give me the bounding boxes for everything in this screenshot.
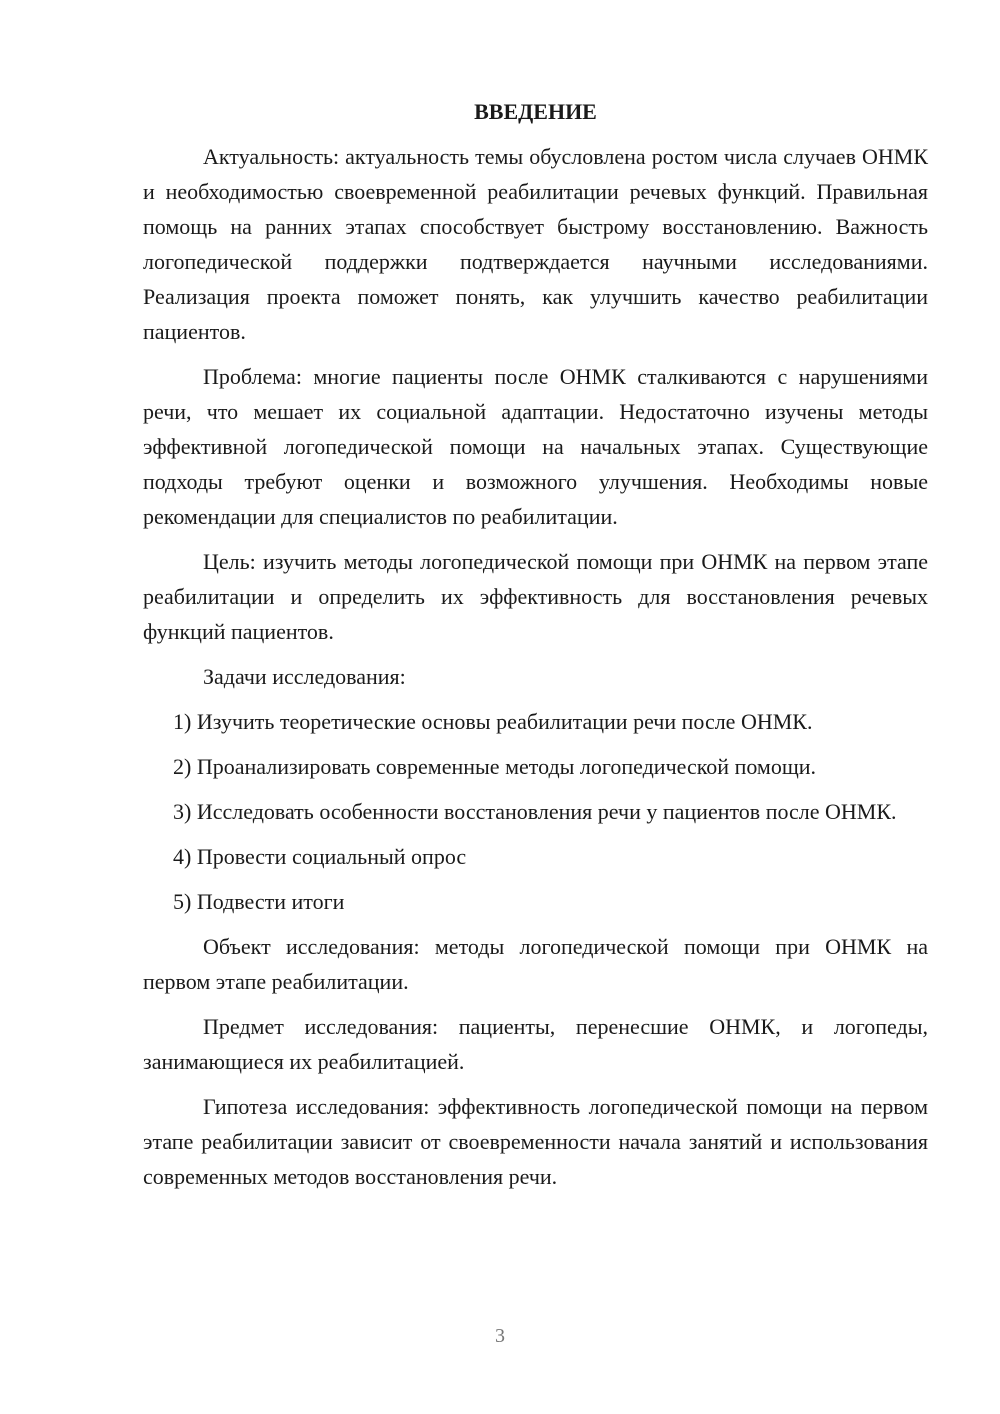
- paragraph-subject: Предмет исследования: пациенты, перенесшие ОНМК, и логопеды, занимающиеся их реабилитацией.: [143, 1014, 928, 1074]
- task-item-4: 4) Провести социальный опрос: [173, 844, 467, 869]
- paragraph-object: Объект исследования: методы логопедической помощи при ОНМК на первом этапе реабилитации.: [143, 934, 928, 994]
- task-item-1: 1) Изучить теоретические основы реабилитации речи после ОНМК.: [173, 709, 813, 734]
- document-page: [143, 94, 928, 1204]
- paragraph-problem: Проблема: многие пациенты после ОНМК сталкиваются с нарушениями речи, что мешает их социальной адаптации. Недостаточно изучены методы эффективной логопедической помощи на начальных этапах. Существующие подходы требуют оценки и возможного улучшения. Необходимы новые рекомендации для специалистов по реабилитации.: [143, 364, 928, 529]
- task-item-5: 5) Подвести итоги: [173, 889, 345, 914]
- page-title: ВВЕДЕНИЕ: [474, 99, 597, 124]
- paragraph-goal: Цель: изучить методы логопедической помощи при ОНМК на первом этапе реабилитации и определить их эффективность для восстановления речевых функций пациентов.: [143, 549, 928, 644]
- task-item-3: 3) Исследовать особенности восстановления речи у пациентов после ОНМК.: [173, 799, 897, 824]
- task-item-2: 2) Проанализировать современные методы логопедической помощи.: [173, 754, 817, 779]
- page-number: 3: [495, 1325, 505, 1347]
- paragraph-hypothesis: Гипотеза исследования: эффективность логопедической помощи на первом этапе реабилитации зависит от своевременности начала занятий и использования современных методов восстановления речи.: [143, 1094, 928, 1189]
- tasks-heading: Задачи исследования:: [203, 664, 406, 689]
- paragraph-relevance: Актуальность: актуальность темы обусловлена ростом числа случаев ОНМК и необходимостью своевременной реабилитации речевых функций. Правильная помощь на ранних этапах способствует быстрому восстановлению. Важность логопедической поддержки подтверждается научными исследованиями. Реализация проекта поможет понять, как улучшить качество реабилитации пациентов.: [143, 144, 928, 344]
